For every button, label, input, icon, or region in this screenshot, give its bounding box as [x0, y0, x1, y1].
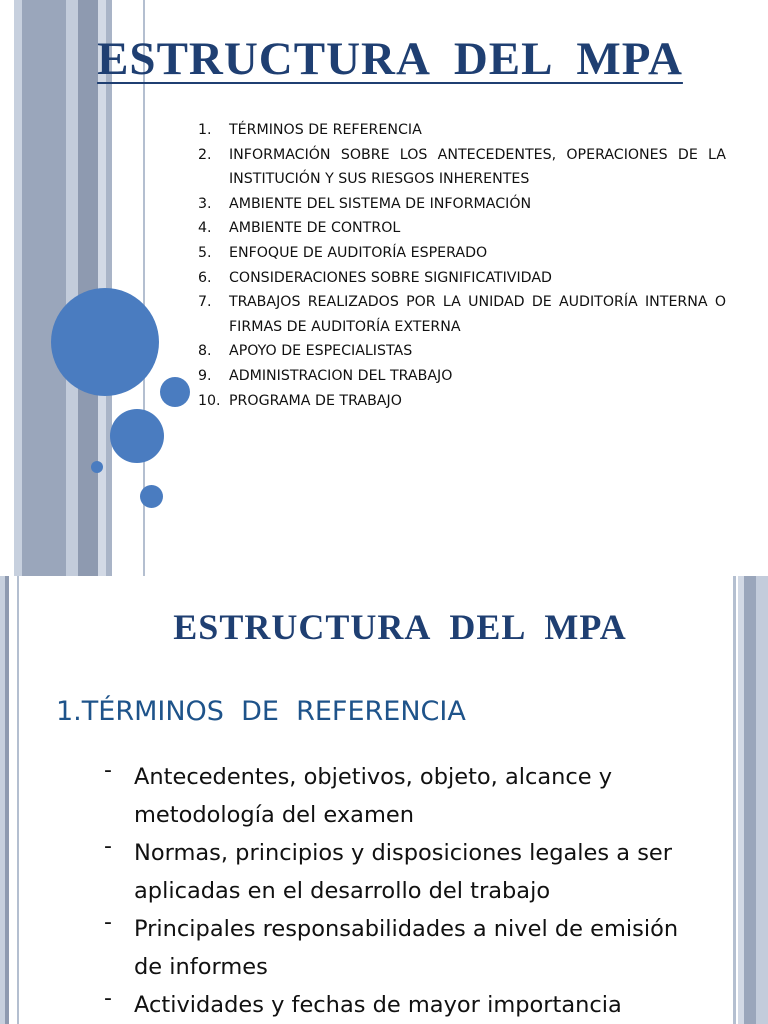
list-item-text: CONSIDERACIONES SOBRE SIGNIFICATIVIDAD — [229, 269, 552, 286]
list-item — [198, 339, 726, 364]
decorative-stripe — [22, 0, 66, 576]
list-item — [198, 216, 726, 241]
list-item-number: 4. — [198, 220, 212, 237]
bullet-text: Actividades y fechas de mayor importancia — [134, 992, 622, 1018]
list-item-text: ENFOQUE DE AUDITORÍA ESPERADO — [229, 244, 488, 261]
decorative-circle-medium — [110, 409, 164, 463]
bullet-text: Antecedentes, objetivos, objeto, alcance y metodología del examen — [134, 764, 613, 828]
list-item-number: 10. — [198, 392, 221, 409]
list-item — [198, 143, 726, 192]
list-item-number: 5. — [198, 244, 212, 261]
list-item-text: PROGRAMA DE TRABAJO — [229, 392, 402, 409]
list-item-text: ADMINISTRACION DEL TRABAJO — [229, 367, 453, 384]
decorative-stripe — [66, 0, 78, 576]
decorative-circle-tiny — [91, 461, 103, 473]
list-item — [198, 118, 726, 143]
list-item-text: AMBIENTE DE CONTROL — [229, 220, 401, 237]
bullet-item — [100, 910, 680, 986]
list-item — [198, 241, 726, 266]
list-item — [198, 389, 726, 414]
list-item-number: 9. — [198, 367, 212, 384]
list-item-text: APOYO DE ESPECIALISTAS — [229, 343, 413, 360]
decorative-stripe — [14, 0, 22, 576]
bullet-text: Principales responsabilidades a nivel de emisión de informes — [134, 916, 679, 980]
list-item — [198, 266, 726, 291]
slide-2 — [0, 576, 768, 1024]
list-item-text: TÉRMINOS DE REFERENCIA — [229, 122, 422, 138]
list-item-text: INFORMACIÓN SOBRE LOS ANTECEDENTES, OPERACIONES DE LA INSTITUCIÓN Y SUS RIESGOS INHERENTES — [229, 146, 726, 188]
list-item — [198, 192, 726, 217]
bullet-item — [100, 986, 680, 1024]
decorative-circle-large — [51, 288, 159, 396]
decorative-circle-small — [140, 485, 163, 508]
bullet-marker: - — [104, 910, 112, 935]
section-heading: 1.TÉRMINOS DE REFERENCIA — [56, 696, 466, 727]
bullet-marker: - — [104, 758, 112, 783]
contents-list — [198, 118, 726, 413]
bullet-text: Normas, principios y disposiciones legales a ser aplicadas en el desarrollo del trabajo — [134, 840, 673, 904]
slide-title — [0, 32, 768, 86]
decorative-circle-small — [160, 377, 190, 407]
list-item-number: 1. — [198, 122, 212, 138]
bullet-item — [100, 834, 680, 910]
list-item-text: AMBIENTE DEL SISTEMA DE INFORMACIÓN — [229, 195, 532, 212]
list-item-text: TRABAJOS REALIZADOS POR LA UNIDAD DE AUDITORÍA INTERNA O FIRMAS DE AUDITORÍA EXTERNA — [229, 294, 726, 335]
list-item-number: 6. — [198, 269, 212, 286]
slide-title-text: ESTRUCTURA DEL MPA — [97, 33, 683, 85]
list-item-number: 2. — [198, 146, 212, 163]
list-item — [198, 364, 726, 389]
list-item-number: 7. — [198, 294, 212, 311]
bullet-marker: - — [104, 986, 112, 1011]
bullet-item — [100, 758, 680, 834]
list-item-number: 8. — [198, 343, 212, 360]
bullet-marker: - — [104, 834, 112, 859]
list-item-number: 3. — [198, 195, 212, 212]
bullet-list — [100, 758, 680, 1024]
slide-title: ESTRUCTURA DEL MPA — [173, 607, 627, 647]
list-item — [198, 290, 726, 339]
